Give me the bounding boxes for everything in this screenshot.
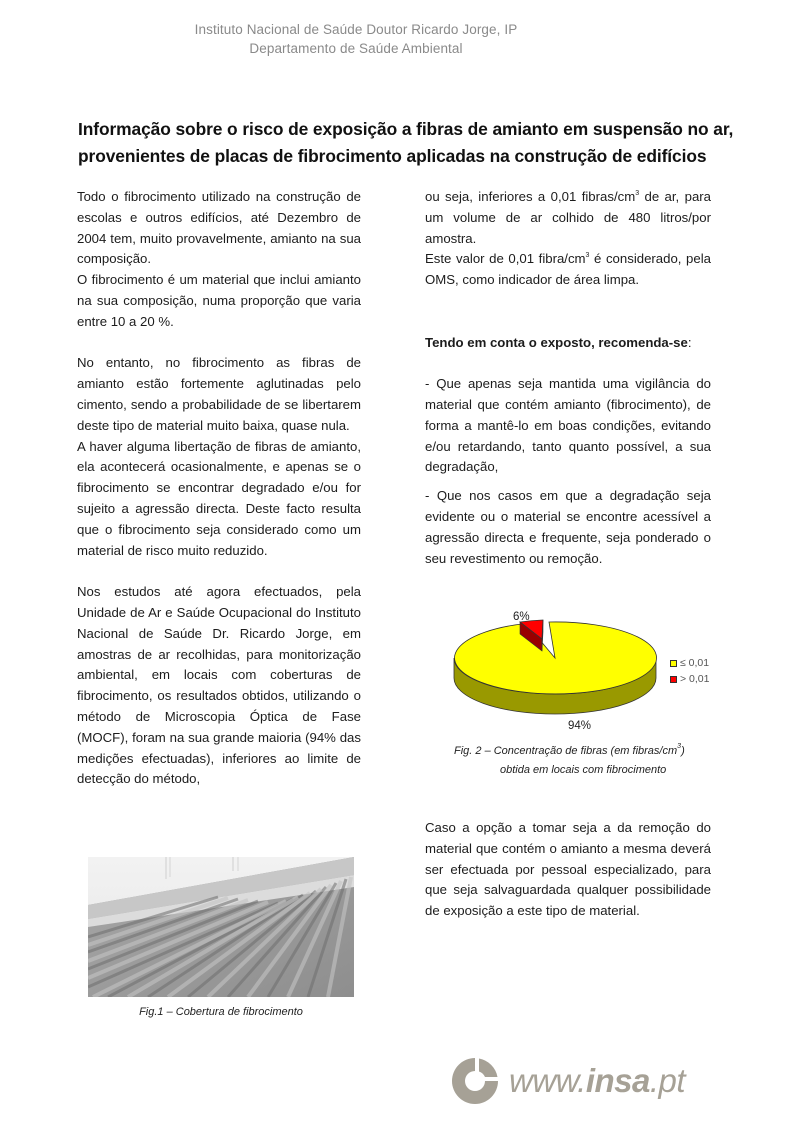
slice-label-large: 94% <box>568 720 592 732</box>
yellow-swatch-icon <box>670 660 677 667</box>
institute-name: Instituto Nacional de Saúde Doutor Ricardo Jorge, IP <box>194 22 518 37</box>
paragraph: No entanto, no fibrocimento as fibras de amianto estão fortemente aglutinadas pelo cimento, sendo a probabilidade de se libertarem deste tipo de material muito baixa, quase nula. <box>77 355 361 433</box>
paragraph: Este valor de 0,01 fibra/$cm^3$ é considerado, pela OMS, como indicador de área limpa. <box>425 251 711 288</box>
paragraph: Todo o fibrocimento utilizado na construção de escolas e outros edifícios, até Dezembro de 2004 tem, muito provavelmente, amianto na sua composição. <box>77 189 361 267</box>
recommendation-item: - Que apenas seja mantida uma vigilância do material que contém amianto (fibrocimento), de forma a mantê-lo em boas condições, evitando e/ou retardando, tanto quanto possível, a sua degradação, <box>425 376 711 475</box>
department-name: Departamento de Saúde Ambiental <box>249 41 463 56</box>
slice-label-small: 6% <box>513 611 530 623</box>
pie-chart-graphic <box>450 608 670 738</box>
legend-item-high: > 0,01 <box>670 671 710 687</box>
recommendation-heading: Tendo em conta o exposto, recomenda-se: <box>425 334 692 350</box>
fibrocement-roof-photo <box>88 857 354 997</box>
paragraph: A haver alguma libertação de fibras de amianto, ela acontecerá ocasionalmente, e apenas se o fibrocimento se encontrar degradado e/ou for sujeito a agressão directa. Deste facto resulta que o fibrocimento seja considerado como um material de risco muito reduzido. <box>77 438 361 558</box>
right-column <box>425 187 711 569</box>
removal-paragraph: Caso a opção a tomar seja a da remoção do material que contém o amianto a mesma deverá ser efectuada por pessoal especializado, para que seja salvaguardada qualquer possibilidade de exposição a este tipo de material. <box>425 820 711 919</box>
insa-logo[interactable] <box>449 1055 685 1107</box>
paragraph: Nos estudos até agora efectuados, pela Unidade de Ar e Saúde Ocupacional do Instituto Nacional de Saúde Dr. Ricardo Jorge, em amostras de ar recolhidas, para monitorização ambiental, em locais com coberturas de fibrocimento, os resultados obtidos, utilizando o método de Microscopia Óptica de Fase (MOCF), foram na sua grande maioria (94% das medições efectuadas), inferiores ao limite de detecção do método, <box>77 584 361 787</box>
figure-2-caption: Fig. 2 – Concentração de fibras (em fibras/$cm^3$) obtida em locais com fibrocimento <box>454 743 685 776</box>
chart-legend <box>670 655 710 687</box>
roof-image-icon <box>88 857 354 997</box>
insa-ring-icon <box>449 1055 501 1107</box>
legend-item-low: ≤ 0,01 <box>670 655 710 671</box>
title-line-2: provenientes de placas de fibrocimento aplicadas na construção de edifícios <box>78 146 707 166</box>
insa-website-link[interactable]: www.insa.pt <box>509 1062 686 1099</box>
figure-1-caption: Fig.1 – Cobertura de fibrocimento <box>139 1006 303 1018</box>
red-swatch-icon <box>670 676 677 683</box>
document-header <box>0 20 712 58</box>
recommendation-item: - Que nos casos em que a degradação seja evidente ou o material se encontre acessível a agressão directa e frequente, seja ponderado o seu revestimento ou remoção. <box>425 488 711 566</box>
document-title <box>78 116 738 170</box>
paragraph: O fibrocimento é um material que inclui amianto na sua composição, numa proporção que varia entre 10 a 20 %. <box>77 272 361 329</box>
left-column <box>77 187 361 790</box>
title-line-1: Informação sobre o risco de exposição a fibras de amianto em suspensão no ar, <box>78 119 734 139</box>
paragraph: ou seja, inferiores a 0,01 fibras/$cm^3$ de ar, para um volume de ar colhido de 480 litros/por amostra. <box>425 189 711 246</box>
